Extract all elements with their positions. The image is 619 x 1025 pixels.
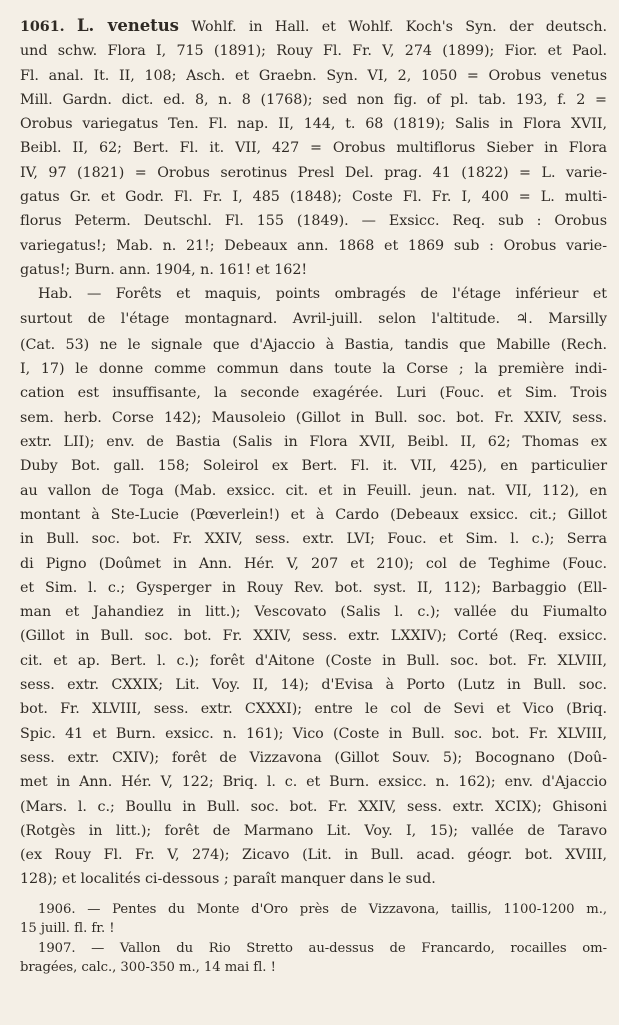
habitat-line: extr. LII); env. de Bastia (Salis in Flora XVII, Beibl. II, 62; Thomas ex: [20, 434, 607, 451]
habitat-line: surtout de l'étage montagnard. Avril-juill. selon l'altitude. ♃. Marsilly: [20, 310, 607, 327]
habitat-line: in Bull. soc. bot. Fr. XXIV, sess. extr. LVI; Fouc. et Sim. l. c.); Serra: [20, 531, 607, 548]
synonymy-line: Orobus variegatus Ten. Fl. nap. II, 144, t. 68 (1819); Salis in Flora XVII,: [20, 116, 607, 133]
synonymy-line: und schw. Flora I, 715 (1891); Rouy Fl. Fr. V, 274 (1899); Fior. et Paol.: [20, 43, 607, 60]
synonymy-line: Beibl. II, 62; Bert. Fl. it. VII, 427 = Orobus multiflorus Sieber in Flora: [20, 140, 607, 157]
habitat-line: met in Ann. Hér. V, 122; Briq. l. c. et Burn. exsicc. n. 162); env. d'Ajaccio: [20, 774, 607, 791]
habitat-line: cation est insuffisante, la seconde exagérée. Luri (Fouc. et Sim. Trois: [20, 385, 607, 402]
habitat-line: (Gillot in Bull. soc. bot. Fr. XXIV, sess. extr. LXXIV); Corté (Req. exsicc.: [20, 628, 607, 645]
entry-number: 1061.: [20, 19, 65, 35]
habitat-line: bot. Fr. XLVIII, sess. extr. CXXXI); entre le col de Sevi et Vico (Briq.: [20, 701, 607, 718]
habitat-line: sem. herb. Corse 142); Mausoleio (Gillot in Bull. soc. bot. Fr. XXIV, sess.: [20, 409, 607, 426]
habitat-line: montant à Ste-Lucie (Pœverlein!) et à Cardo (Debeaux exsicc. cit.; Gillot: [20, 506, 607, 523]
habitat-line: (Cat. 53) ne le signale que d'Ajaccio à Bastia, tandis que Mabille (Rech.: [20, 336, 607, 353]
habitat-line: Duby Bot. gall. 158; Soleirol ex Bert. Fl. it. VII, 425), en particulier: [20, 458, 607, 475]
habitat-line: au vallon de Toga (Mab. exsicc. cit. et in Feuill. jeun. nat. VII, 112), en: [20, 482, 607, 499]
locality-line: 15 juill. fl. fr. !: [20, 921, 115, 937]
species-name: L. venetus: [76, 16, 179, 35]
synonymy-line: gatus Gr. et Godr. Fl. Fr. I, 485 (1848); Coste Fl. Fr. I, 400 = L. multi-: [20, 189, 607, 206]
habitat-line: 128); et localités ci-dessous ; paraît manquer dans le sud.: [20, 871, 436, 888]
habitat-line: (Mars. l. c.; Boullu in Bull. soc. bot. Fr. XXIV, sess. extr. XCIX); Ghisoni: [20, 798, 607, 815]
locality-line: 1907. — Vallon du Rio Stretto au-dessus de Francardo, rocailles om-: [38, 940, 607, 956]
synonymy-line: Mill. Gardn. dict. ed. 8, n. 8 (1768); sed non fig. of pl. tab. 193, f. 2 =: [20, 91, 607, 108]
habitat-line: et Sim. l. c.; Gysperger in Rouy Rev. bot. syst. II, 112); Barbaggio (Ell-: [20, 579, 607, 596]
habitat-line: I, 17) le donne comme commun dans toute la Corse ; la première indi-: [20, 361, 607, 378]
habitat-line: (ex Rouy Fl. Fr. V, 274); Zicavo (Lit. in Bull. acad. géogr. bot. XVIII,: [20, 847, 607, 864]
habitat-line: sess. extr. CXIV); forêt de Vizzavona (Gillot Souv. 5); Bocognano (Doû-: [20, 749, 607, 766]
synonymy-line: Fl. anal. It. II, 108; Asch. et Graebn. Syn. VI, 2, 1050 = Orobus venetus: [20, 67, 607, 84]
habitat-line: di Pigno (Doûmet in Ann. Hér. V, 207 et 210); col de Teghime (Fouc.: [20, 555, 607, 572]
locality-line: bragées, calc., 300-350 m., 14 mai fl. !: [20, 960, 276, 976]
habitat-line: sess. extr. CXXIX; Lit. Voy. II, 14); d'Evisa à Porto (Lutz in Bull. soc.: [20, 677, 607, 694]
author-citation: Wohlf. in Hall. et Wohlf. Koch's Syn. der deutsch.: [178, 19, 608, 35]
synonymy-line: gatus!; Burn. ann. 1904, n. 161! et 162!: [20, 261, 308, 278]
habitat-line: Hab. — Forêts et maquis, points ombragés de l'étage inférieur et: [38, 286, 607, 303]
locality-line: 1906. — Pentes du Monte d'Oro près de Vizzavona, taillis, 1100-1200 m.,: [38, 901, 607, 917]
habitat-line: (Rotgès in litt.); forêt de Marmano Lit. Voy. I, 15); vallée de Taravo: [20, 822, 607, 839]
synonymy-line: florus Peterm. Deutschl. Fl. 155 (1849). — Exsicc. Req. sub : Orobus: [20, 213, 607, 230]
habitat-line: Spic. 41 et Burn. exsicc. n. 161); Vico (Coste in Bull. soc. bot. Fr. XLVIII,: [20, 725, 607, 742]
habitat-line: cit. et ap. Bert. l. c.); forêt d'Aitone (Coste in Bull. soc. bot. Fr. XLVIII,: [20, 652, 607, 669]
entry-heading-line: [20, 14, 607, 39]
synonymy-line: variegatus!; Mab. n. 21!; Debeaux ann. 1868 et 1869 sub : Orobus varie-: [20, 237, 607, 254]
habitat-line: man et Jahandiez in litt.); Vescovato (Salis l. c.); vallée du Fiumalto: [20, 604, 607, 621]
synonymy-line: IV, 97 (1821) = Orobus serotinus Presl Del. prag. 41 (1822) = L. varie-: [20, 164, 607, 181]
